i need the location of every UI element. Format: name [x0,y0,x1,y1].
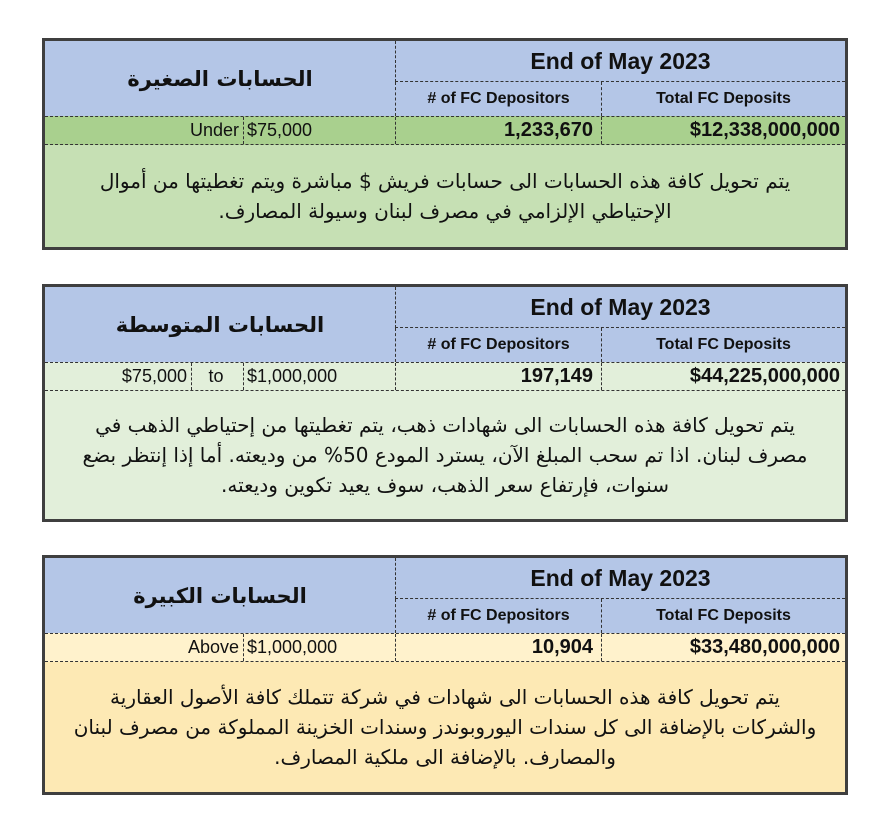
panel-title: الحسابات المتوسطة [115,312,325,337]
deposits-value: $12,338,000,000 [601,117,846,144]
period-heading: End of May 2023 [395,41,845,82]
depositors-value: 10,904 [395,634,601,661]
small-accounts-panel [42,38,848,250]
data-row [45,633,845,662]
depositors-column-header: # of FC Depositors [395,82,601,116]
deposits-column-header: Total FC Deposits [601,599,845,633]
range-value: $1,000,000 [243,634,397,661]
panel-description [45,391,845,519]
depositors-column-header: # of FC Depositors [395,599,601,633]
data-row [45,362,845,391]
range-label: Under [189,120,239,140]
description-text: يتم تحويل كافة هذه الحسابات الى شهادات ذهب، يتم تغطيتها من إحتياطي الذهب في مصرف لبنان. اذا تم سحب المبلغ الآن، يسترد المودع 50% من وديعته. أما إذا إنتظر بضع سنوات، فإرتفاع سعر الذهب، سوف يعيد تكوين وديعته. [82,413,808,497]
deposits-column-header: Total FC Deposits [601,82,845,116]
deposits-value: $33,480,000,000 [601,634,846,661]
panel-description [45,662,845,792]
data-row [45,116,845,145]
large-accounts-panel [42,555,848,795]
period-heading: End of May 2023 [395,558,845,599]
depositors-column-header: # of FC Depositors [395,328,601,362]
deposits-column-header: Total FC Deposits [601,328,845,362]
depositors-value: 1,233,670 [395,117,601,144]
description-text: يتم تحويل كافة هذه الحسابات الى حسابات فريش $ مباشرة ويتم تغطيتها من أموال الإحتياطي الإلزامي في مصرف لبنان وسيولة المصارف. [99,169,791,223]
deposits-value: $44,225,000,000 [601,363,846,390]
panel-description [45,145,845,247]
panel-header [45,287,845,362]
range-separator: to [191,363,240,390]
panel-title: الحسابات الكبيرة [133,583,307,608]
period-heading: End of May 2023 [395,287,845,328]
panel-title: الحسابات الصغيرة [127,66,313,91]
range-to-value: $1,000,000 [243,363,397,390]
range-value: $75,000 [243,117,397,144]
range-label: Above [187,637,239,657]
panel-header [45,41,845,116]
panel-header [45,558,845,633]
medium-accounts-panel [42,284,848,522]
depositors-value: 197,149 [395,363,601,390]
description-text: يتم تحويل كافة هذه الحسابات الى شهادات في شركة تتملك كافة الأصول العقارية والشركات بالإضافة الى كل سندات اليوروبوندز وسندات الخزينة المملوكة من مصرف لبنان والمصارف. بالإضافة الى ملكية المصارف. [73,685,817,769]
range-from-value: $75,000 [121,366,187,386]
